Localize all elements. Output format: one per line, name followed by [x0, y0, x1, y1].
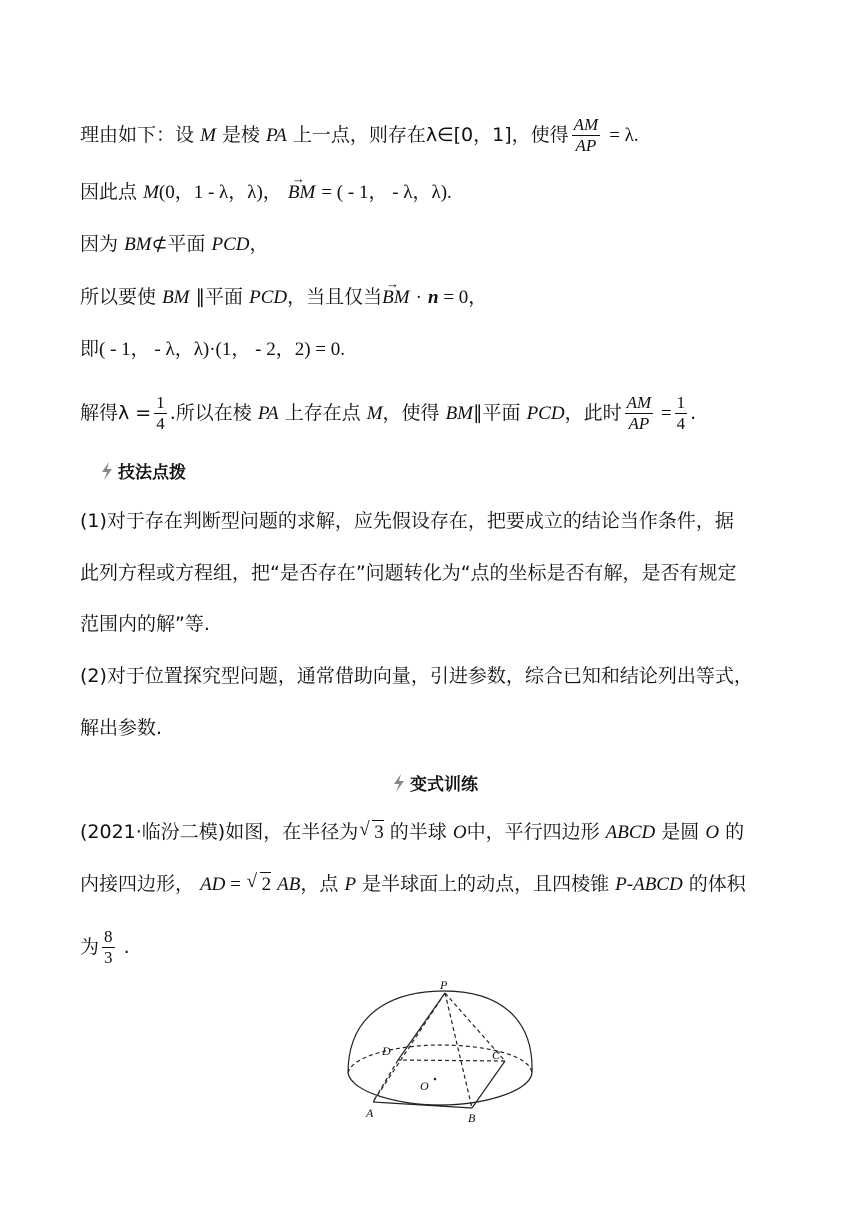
var-PCD: PCD: [526, 403, 565, 424]
text: ∥平面: [473, 402, 521, 424]
text: 上存在点: [284, 402, 361, 424]
base-ellipse-back: [348, 1045, 532, 1073]
var-P: P: [344, 874, 357, 895]
text: 是圆: [661, 821, 700, 843]
text: 的半球: [389, 821, 447, 843]
text: = ( - 1， - λ，λ).: [321, 182, 452, 203]
var-PCD: PCD: [211, 234, 250, 255]
fraction-8-3: [102, 927, 115, 968]
var-BM: BM: [162, 287, 190, 308]
lightning-icon: [392, 774, 406, 792]
var-AD: AD: [200, 874, 226, 895]
paragraph-2-line-1: [80, 664, 753, 688]
label-D: D: [382, 1044, 391, 1058]
hemisphere-figure: [340, 975, 540, 1130]
var-PA: PA: [266, 125, 287, 146]
problem-line-1: [80, 820, 744, 845]
center-point-O: [434, 1078, 437, 1081]
vector-BM: → BM: [288, 181, 315, 205]
paragraph-1-line-2: [80, 561, 737, 585]
numerator: 1: [676, 393, 686, 412]
text: ，使得: [382, 402, 440, 424]
label-B: B: [468, 1111, 476, 1125]
text: 理由如下：设: [80, 124, 195, 146]
text: ∥平面: [195, 286, 244, 308]
fraction-1-4: [154, 393, 167, 434]
text: =: [656, 403, 672, 424]
problem-line-2: [80, 872, 746, 897]
denominator: 4: [676, 414, 686, 433]
text: (1)对于存在判断型问题的求解，应先假设存在，把要成立的结论当作条件，据: [80, 510, 734, 532]
fraction-am-ap: [572, 115, 601, 156]
text-line-1: [80, 115, 639, 156]
section-tag-variation: [392, 770, 478, 795]
section-tag-technique: [100, 458, 186, 483]
var-ABCD: ABCD: [605, 822, 656, 843]
edge-CD: [398, 1060, 505, 1061]
numerator: 8: [104, 927, 113, 946]
vector-BM: → BM: [382, 286, 409, 310]
vector-n: n: [427, 287, 439, 308]
text: =: [225, 874, 246, 895]
text: .: [690, 402, 697, 424]
text: 中，平行四边形: [466, 821, 600, 843]
text: ，点: [300, 873, 339, 895]
text-line-5: [80, 337, 345, 362]
text: 所以要使: [80, 286, 157, 308]
text: 范围内的解”等.: [80, 613, 210, 635]
var-P-ABCD: P-ABCD: [615, 874, 683, 895]
label-O: O: [420, 1079, 429, 1093]
denominator: 4: [156, 414, 165, 433]
text: 的体积: [688, 873, 746, 895]
var-PA: PA: [257, 403, 279, 424]
label-A: A: [366, 1106, 374, 1120]
var-O: O: [452, 822, 467, 843]
paragraph-1-line-1: [80, 509, 734, 533]
paragraph-2-line-2: [80, 716, 162, 740]
text: 因为: [80, 233, 119, 255]
tag-label: 变式训练: [410, 775, 478, 795]
tag-label: 技法点拨: [118, 463, 186, 483]
text: 解得λ =: [80, 402, 152, 424]
var-O: O: [705, 822, 720, 843]
var-PCD: PCD: [249, 287, 288, 308]
text: = 0，: [438, 287, 488, 308]
label-C: C: [492, 1048, 501, 1062]
text: 为: [80, 936, 100, 958]
text-line-4: [80, 285, 487, 310]
var-BM: BM: [445, 403, 474, 424]
text: 解出参数.: [80, 717, 163, 739]
numerator: AM: [573, 115, 599, 134]
paragraph-1-line-3: [80, 612, 210, 636]
text: 此列方程或方程组，把“是否存在”问题转化为“点的坐标是否有解，是否有规定: [80, 562, 737, 584]
denominator: 3: [104, 948, 113, 967]
var-BM: BM: [124, 234, 152, 255]
text: 内接四边形，: [80, 873, 195, 895]
text: 因此点: [80, 181, 138, 203]
text: 的: [725, 821, 745, 843]
text: ·: [415, 287, 422, 308]
var-M: M: [366, 403, 383, 424]
var-M: M: [143, 182, 159, 203]
edge-BC: [472, 1061, 505, 1108]
sqrt-2: √ 2: [260, 872, 272, 897]
text: (0，1 - λ，λ)，: [158, 182, 282, 203]
text: .所以在棱: [169, 402, 252, 424]
var-AB: AB: [277, 874, 301, 895]
label-P: P: [440, 978, 448, 992]
denominator: AP: [628, 414, 650, 433]
text: ，: [249, 233, 269, 255]
denominator: AP: [575, 136, 597, 155]
text-line-6: [80, 393, 696, 434]
text: (2)对于位置探究型问题，通常借助向量，引进参数，综合已知和结论列出等式，: [80, 665, 753, 687]
base-ellipse-front: [348, 1073, 532, 1105]
text: 是棱: [221, 124, 260, 146]
var-M: M: [200, 125, 216, 146]
numerator: AM: [626, 393, 652, 412]
edge-PB: [445, 993, 472, 1108]
text: ，此时: [564, 402, 622, 424]
text: = λ.: [609, 125, 639, 146]
text: .: [123, 936, 130, 958]
text-line-3: [80, 232, 268, 257]
edge-PD: [398, 993, 445, 1060]
text: ，当且仅当: [287, 286, 383, 308]
text: 是半球面上的动点，且四棱锥: [362, 873, 610, 895]
text: 即( - 1， - λ，λ)·(1， - 2，2) = 0.: [80, 339, 346, 360]
lightning-icon: [100, 462, 114, 480]
text: ⊄平面: [151, 233, 206, 255]
problem-line-3: [80, 927, 130, 968]
text: (2021·临汾二模)如图，在半径为: [80, 821, 359, 843]
text: 上一点，则存在λ∈[0，1]，使得: [292, 124, 569, 146]
sqrt-3: √ 3: [372, 820, 384, 845]
fraction-1-4: [675, 393, 688, 434]
text-line-2: [80, 180, 452, 205]
fraction-am-ap: [625, 393, 654, 434]
numerator: 1: [156, 393, 165, 412]
